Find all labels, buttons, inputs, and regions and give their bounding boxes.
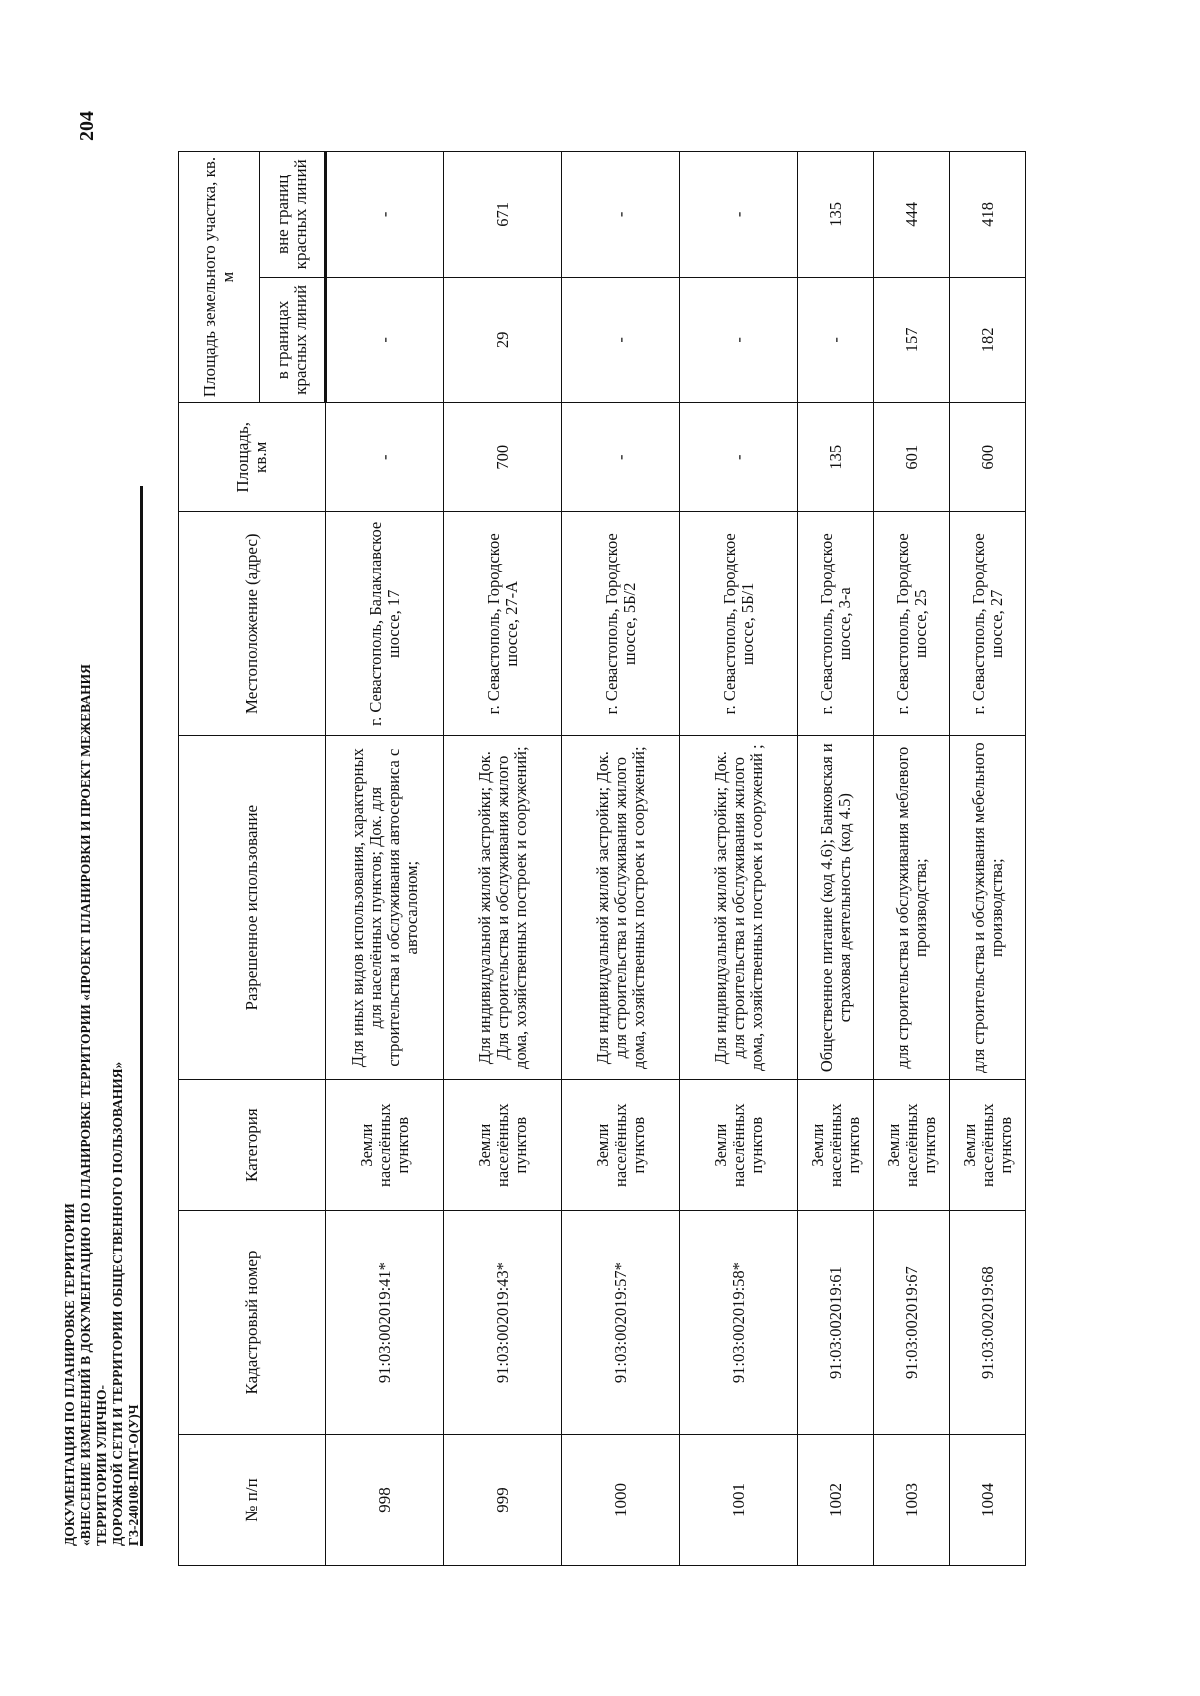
cell-permitted-use: для строительства и обслуживания мебельного производства; <box>950 736 1026 1080</box>
cell-outside: 444 <box>874 152 950 278</box>
table-row <box>444 152 562 1566</box>
cell-inside: 29 <box>444 277 562 403</box>
cell-cadastral: 91:03:002019:58* <box>680 1211 798 1435</box>
header-cadastral: Кадастровый номер <box>179 1211 326 1435</box>
header-line: ГЗ-240108-ПМТ-О(У)Ч <box>126 1404 141 1546</box>
cell-area: - <box>326 403 444 512</box>
cell-num: 1003 <box>874 1434 950 1565</box>
header-permitted-use: Разрешенное использование <box>179 736 326 1080</box>
cell-outside: 418 <box>950 152 1026 278</box>
cell-cadastral: 91:03:002019:43* <box>444 1211 562 1435</box>
land-plots-table <box>178 151 1026 1566</box>
cell-location: г. Севастополь, Городское шоссе, 5Б/2 <box>562 512 680 736</box>
cell-permitted-use: Общественное питание (код 4.6); Банковская и страховая деятельность (код 4.5) <box>798 736 874 1080</box>
cell-inside: 157 <box>874 277 950 403</box>
table-row <box>950 152 1026 1566</box>
cell-num: 1001 <box>680 1434 798 1565</box>
cell-location: г. Севастополь, Городское шоссе, 27-А <box>444 512 562 736</box>
cell-inside: - <box>798 277 874 403</box>
cell-location: г. Севастополь, Балаклавское шоссе, 17 <box>326 512 444 736</box>
table-row <box>874 152 950 1566</box>
cell-inside: 182 <box>950 277 1026 403</box>
cell-num: 1004 <box>950 1434 1026 1565</box>
table-row <box>798 152 874 1566</box>
document-header <box>62 646 142 1546</box>
cell-num: 1000 <box>562 1434 680 1565</box>
cell-permitted-use: Для индивидуальной жилой застройки; Док. Для строительства и обслуживания жилого дома, хозяйственных построек и сооружений; <box>444 736 562 1080</box>
cell-category: Земли населённых пунктов <box>326 1080 444 1211</box>
header-line: ДОКУМЕНТАЦИЯ ПО ПЛАНИРОВКЕ ТЕРРИТОРИИ <box>62 1203 77 1546</box>
header-line: ДОРОЖНОЙ СЕТИ И ТЕРРИТОРИИ ОБЩЕСТВЕННОГО ПОЛЬЗОВАНИЯ» <box>110 1061 125 1546</box>
cell-permitted-use: Для индивидуальной жилой застройки; Док. для строительства и обслуживания жилого дома, хозяйственных построек и сооружений; <box>562 736 680 1080</box>
cell-permitted-use: Для иных видов использования, характерных для населённых пунктов; Док. для строительства и обслуживания автосервиса с автосалоном; <box>326 736 444 1080</box>
cell-outside: 671 <box>444 152 562 278</box>
header-inside-red-lines: в границах красных линий <box>260 277 326 403</box>
header-outside-red-lines: вне границ красных линий <box>260 152 326 278</box>
cell-inside: - <box>326 277 444 403</box>
cell-category: Земли населённых пунктов <box>562 1080 680 1211</box>
cell-num: 998 <box>326 1434 444 1565</box>
cell-cadastral: 91:03:002019:57* <box>562 1211 680 1435</box>
cell-category: Земли населённых пунктов <box>950 1080 1026 1211</box>
header-area: Площадь, кв.м <box>179 403 326 512</box>
header-line: «ВНЕСЕНИЕ ИЗМЕНЕНИЙ В ДОКУМЕНТАЦИЮ ПО ПЛАНИРОВКЕ ТЕРРИТОРИИ «ПРОЕКТ ПЛАНИРОВКИ И ПРОЕКТ МЕЖЕВАНИЯ ТЕРРИТОРИИ УЛИЧНО- <box>78 664 109 1546</box>
cell-location: г. Севастополь, Городское шоссе, 5Б/1 <box>680 512 798 736</box>
cell-inside: - <box>562 277 680 403</box>
cell-area: - <box>680 403 798 512</box>
cell-num: 1002 <box>798 1434 874 1565</box>
cell-area: 600 <box>950 403 1026 512</box>
table-header-row <box>179 152 260 1566</box>
table-row <box>680 152 798 1566</box>
cell-outside: - <box>562 152 680 278</box>
table-row <box>562 152 680 1566</box>
cell-area: 700 <box>444 403 562 512</box>
header-num: № п/п <box>179 1434 326 1565</box>
cell-area: 601 <box>874 403 950 512</box>
cell-cadastral: 91:03:002019:41* <box>326 1211 444 1435</box>
cell-category: Земли населённых пунктов <box>798 1080 874 1211</box>
page-number: 204 <box>76 111 98 141</box>
cell-cadastral: 91:03:002019:68 <box>950 1211 1026 1435</box>
cell-category: Земли населённых пунктов <box>444 1080 562 1211</box>
cell-cadastral: 91:03:002019:61 <box>798 1211 874 1435</box>
header-category: Категория <box>179 1080 326 1211</box>
cell-area: 135 <box>798 403 874 512</box>
cell-permitted-use: Для индивидуальной жилой застройки; Док. для строительства и обслуживания жилого дома, хозяйственных построек и сооружений ; <box>680 736 798 1080</box>
cell-outside: 135 <box>798 152 874 278</box>
cell-location: г. Севастополь, Городское шоссе, 3-а <box>798 512 874 736</box>
cell-outside: - <box>680 152 798 278</box>
header-land-area-group: Площадь земельного участка, кв. м <box>179 152 260 403</box>
cell-inside: - <box>680 277 798 403</box>
header-location: Местоположение (адрес) <box>179 512 326 736</box>
cell-area: - <box>562 403 680 512</box>
cell-category: Земли населённых пунктов <box>874 1080 950 1211</box>
cell-num: 999 <box>444 1434 562 1565</box>
cell-permitted-use: для строительства и обслуживания меблевого производства; <box>874 736 950 1080</box>
cell-outside: - <box>326 152 444 278</box>
cell-location: г. Севастополь, Городское шоссе, 27 <box>950 512 1026 736</box>
table-row <box>326 152 444 1566</box>
cell-cadastral: 91:03:002019:67 <box>874 1211 950 1435</box>
cell-location: г. Севастополь, Городское шоссе, 25 <box>874 512 950 736</box>
cell-category: Земли населённых пунктов <box>680 1080 798 1211</box>
header-divider <box>140 486 143 1546</box>
